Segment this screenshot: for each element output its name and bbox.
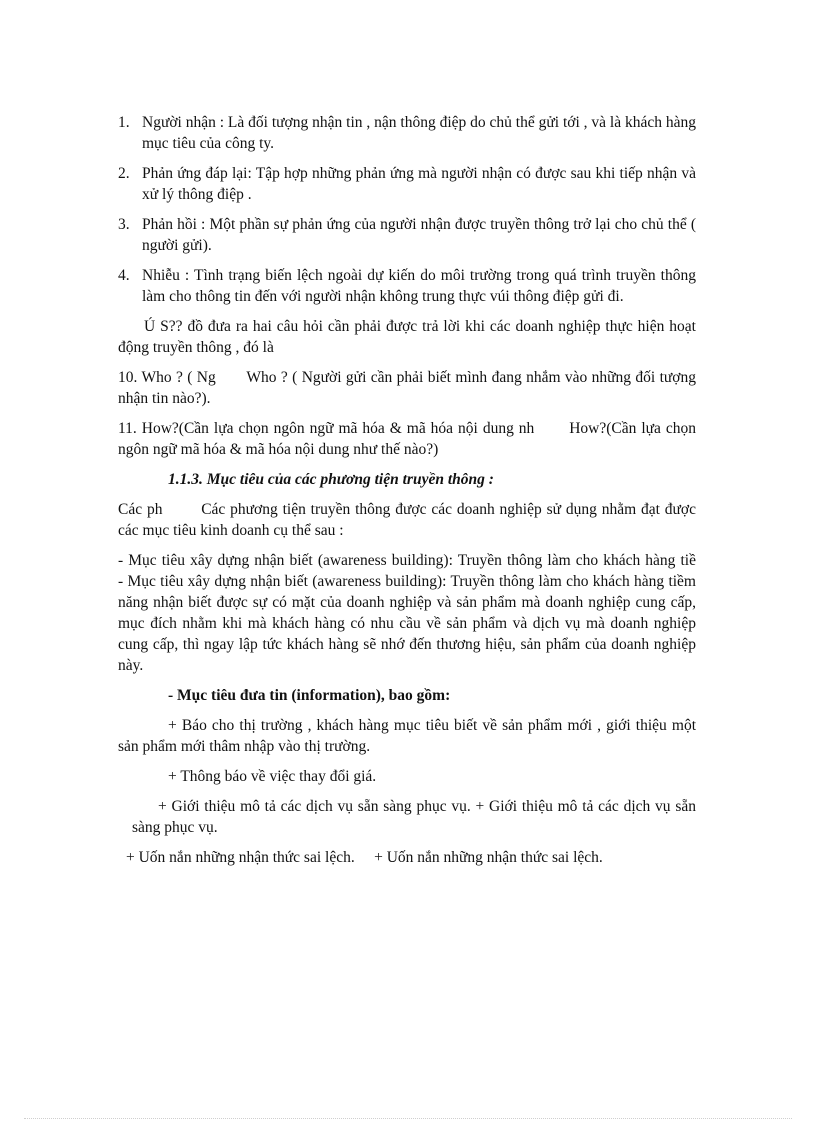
bullet-item: + Báo cho thị trường , khách hàng mục tiêu biết về sản phẩm mới , giới thiệu một sản phẩm mới thâm nhập vào thị trường. <box>118 717 696 755</box>
question-number: 10. Who ? ( Ng <box>118 369 216 386</box>
list-item-number: 1. <box>118 114 130 131</box>
list-item-number: 2. <box>118 165 130 182</box>
list-item-text: Nhiễu : Tình trạng biến lệch ngoài dự kiến do môi trường trong quá trình truyền thông làm cho thông tin đến với người nhận không trung thực vúi thông điệp gửi đi. <box>142 267 696 305</box>
bullet-item: + Giới thiệu mô tả các dịch vụ sẵn sàng phục vụ. + Giới thiệu mô tả các dịch vụ sẵn sàng phục vụ. <box>132 798 696 836</box>
list-item <box>118 112 696 154</box>
question-text: How?(Cần lựa chọn ngôn ngữ mã hóa & mã hóa nội dung như thế nào?) <box>118 420 697 458</box>
awareness-paragraph: - Mục tiêu xây dựng nhận biết (awareness building): Truyền thông làm cho khách hàng tiề - Mục tiêu xây dựng nhận biết (awareness building): Truyền thông làm cho khách hàng tiềm năng nhận biết được sự có mặt của doanh nghiệp và sản phẩm mà doanh nghiệp cung cấp, mục đích nhằm khi mà khách hàng có nhu cầu về sản phẩm và dịch vụ mà doanh nghiệp cung cấp, thì ngay lập tức khách hàng sẽ nhớ đến thương hiệu, sản phẩm của doanh nghiệp này. <box>118 552 758 674</box>
list-item <box>118 214 696 256</box>
question-number: 11. How?(Cần lựa chọn ngôn ngữ mã hóa & mã hóa nội dung nh <box>118 420 535 437</box>
list-item <box>118 265 696 307</box>
list-item-number: 4. <box>118 267 130 284</box>
list-item-number: 3. <box>118 216 130 233</box>
intro-paragraph: Các ph Các phương tiện truyền thông được các doanh nghiệp sử dụng nhằm đạt được các mục tiêu kinh doanh cụ thể sau : <box>118 501 700 539</box>
bullet-item: + Thông báo về việc thay đổi giá. <box>168 768 377 785</box>
list-item-text: Người nhận : Là đối tượng nhận tin , nận thông điệp do chủ thể gửi tới , và là khách hàng mục tiêu của công ty. <box>142 114 696 152</box>
section-heading: 1.1.3. Mục tiêu của các phương tiện truyền thông : <box>168 471 494 488</box>
question-item <box>118 418 696 460</box>
question-item <box>118 367 696 409</box>
document-body <box>118 112 758 877</box>
list-item-text: Phản hồi : Một phần sự phản ứng của người nhận được truyền thông trở lại cho chủ thể ( người gửi). <box>142 216 696 254</box>
list-item-text: Phản ứng đáp lại: Tập hợp những phản ứng mà người nhận có được sau khi tiếp nhận và xử lý thông điệp . <box>142 165 696 203</box>
list-item <box>118 163 696 205</box>
question-text: Who ? ( Người gửi cần phải biết mình đang nhắm vào những đối tượng nhận tin nào?). <box>118 369 697 407</box>
questions-paragraph: Ú S?? đồ đưa ra hai câu hỏi cần phải được trả lời khi các doanh nghiệp thực hiện hoạt động truyền thông , đó là <box>118 318 696 356</box>
page-bottom-divider <box>24 1118 792 1119</box>
bullet-item: + Uốn nắn những nhận thức sai lệch. + Uốn nắn những nhận thức sai lệch. <box>126 849 603 866</box>
information-title: - Mục tiêu đưa tin (information), bao gồm: <box>168 687 451 704</box>
